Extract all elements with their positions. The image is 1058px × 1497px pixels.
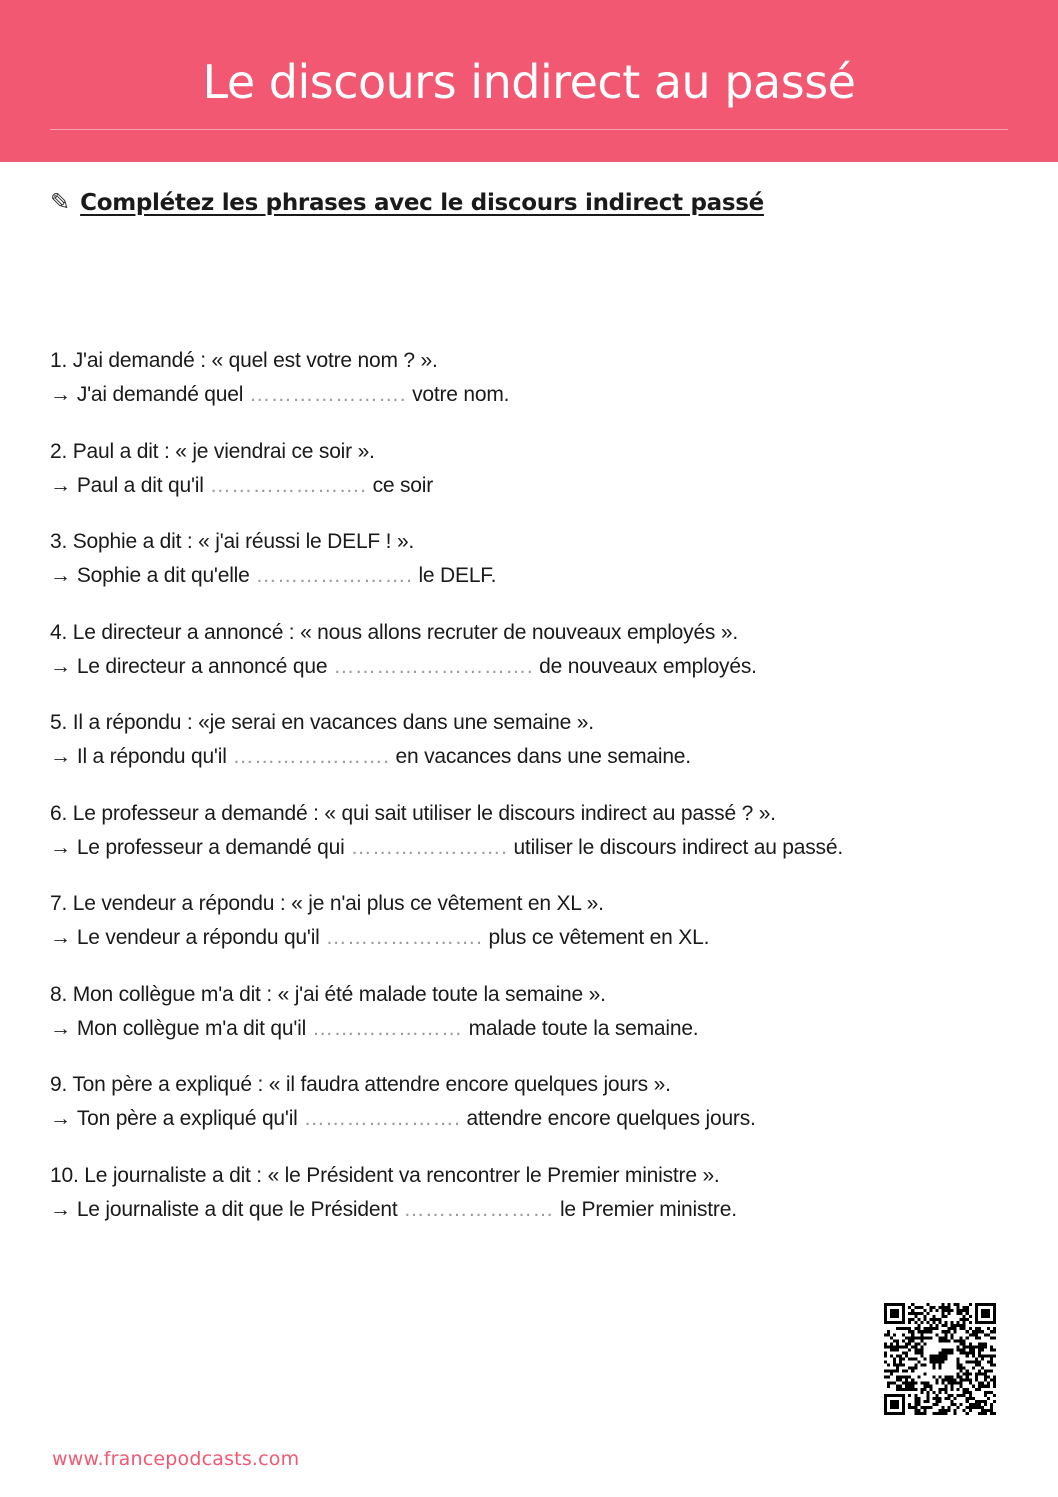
exercise-question: 9. Ton père a expliqué : « il faudra attendre encore quelques jours ». xyxy=(50,1073,671,1096)
arrow-icon: → xyxy=(50,654,71,678)
answer-blank[interactable]: …………………. xyxy=(209,473,367,497)
exercise-answer xyxy=(50,1012,1010,1046)
exercise-question: 8. Mon collègue m'a dit : « j'ai été malade toute la semaine ». xyxy=(50,982,606,1006)
exercise-answer xyxy=(50,1193,1010,1227)
answer-after: de nouveaux employés. xyxy=(539,654,757,678)
arrow-icon: → xyxy=(50,926,71,949)
arrow-icon: → xyxy=(50,564,71,587)
exercise-question: 3. Sophie a dit : « j'ai réussi le DELF ! ». xyxy=(50,530,415,553)
answer-blank[interactable]: ………………………. xyxy=(333,654,534,678)
arrow-icon: → xyxy=(50,1107,71,1130)
exercise-answer xyxy=(50,650,1010,684)
answer-after: ce soir xyxy=(372,473,434,497)
exercise-item xyxy=(50,616,1010,707)
exercise-question: 1. J'ai demandé : « quel est votre nom ? ». xyxy=(50,349,438,372)
answer-after: le Premier ministre. xyxy=(559,1197,737,1221)
exercise-question: 10. Le journaliste a dit : « le Président va rencontrer le Premier ministre ». xyxy=(50,1163,720,1187)
exercise-answer xyxy=(50,740,1010,774)
exercise-question: 5. Il a répondu : «je serai en vacances dans une semaine ». xyxy=(50,711,594,734)
answer-blank[interactable]: …………………. xyxy=(255,564,413,587)
exercise-answer xyxy=(50,1102,1010,1136)
answer-blank[interactable]: …………………. xyxy=(303,1107,461,1130)
answer-before: Le directeur a annoncé que xyxy=(76,654,328,678)
page-title: Le discours indirect au passé xyxy=(202,55,856,109)
answer-after: en vacances dans une semaine. xyxy=(395,745,691,768)
arrow-icon: → xyxy=(50,1197,71,1221)
exercise-answer xyxy=(50,559,1010,593)
instruction xyxy=(50,190,764,216)
answer-blank[interactable]: ………………… xyxy=(403,1197,554,1221)
header-divider xyxy=(50,129,1008,130)
footer-website-link[interactable]: www.francepodcasts.com xyxy=(52,1448,300,1470)
exercise-item xyxy=(50,706,1010,797)
answer-before: Mon collègue m'a dit qu'il xyxy=(76,1016,307,1040)
answer-before: Le journaliste a dit que le Président xyxy=(76,1197,398,1221)
answer-blank[interactable]: ………………… xyxy=(312,1016,463,1040)
exercise-question: 7. Le vendeur a répondu : « je n'ai plus ce vêtement en XL ». xyxy=(50,892,604,915)
answer-blank[interactable]: …………………. xyxy=(232,745,390,768)
answer-after: plus ce vêtement en XL. xyxy=(488,926,710,949)
arrow-icon: → xyxy=(50,473,71,497)
answer-blank[interactable]: …………………. xyxy=(350,835,508,859)
exercise-answer xyxy=(50,831,1010,865)
exercise-item xyxy=(50,435,1010,526)
answer-before: Paul a dit qu'il xyxy=(76,473,204,497)
exercise-item xyxy=(50,797,1010,888)
exercise-question: 2. Paul a dit : « je viendrai ce soir ». xyxy=(50,439,375,463)
qr-code-icon[interactable] xyxy=(884,1303,996,1415)
arrow-icon: → xyxy=(50,383,71,406)
exercise-item xyxy=(50,344,1010,435)
exercise-question: 6. Le professeur a demandé : « qui sait utiliser le discours indirect au passé ? ». xyxy=(50,801,776,825)
exercise-list xyxy=(50,344,1010,1249)
header-banner xyxy=(0,0,1058,162)
arrow-icon: → xyxy=(50,745,71,768)
arrow-icon: → xyxy=(50,1016,71,1040)
answer-before: Le professeur a demandé qui xyxy=(76,835,345,859)
exercise-answer xyxy=(50,378,1010,412)
exercise-item xyxy=(50,525,1010,616)
answer-after: le DELF. xyxy=(418,564,497,587)
answer-blank[interactable]: …………………. xyxy=(325,926,483,949)
pencil-icon: ✎ xyxy=(50,189,71,216)
answer-before: Sophie a dit qu'elle xyxy=(76,564,250,587)
dinosaur-icon xyxy=(926,1342,956,1375)
exercise-item xyxy=(50,978,1010,1069)
exercise-item xyxy=(50,887,1010,978)
instruction-text: Complétez les phrases avec le discours indirect passé xyxy=(80,190,764,216)
answer-after: votre nom. xyxy=(412,383,510,406)
answer-before: J'ai demandé quel xyxy=(76,383,244,406)
exercise-answer xyxy=(50,921,1010,955)
answer-before: Ton père a expliqué qu'il xyxy=(76,1107,298,1130)
answer-after: malade toute la semaine. xyxy=(468,1016,699,1040)
answer-after: utiliser le discours indirect au passé. xyxy=(513,835,843,859)
answer-after: attendre encore quelques jours. xyxy=(466,1107,756,1130)
answer-before: Le vendeur a répondu qu'il xyxy=(76,926,320,949)
exercise-item xyxy=(50,1068,1010,1159)
exercise-answer xyxy=(50,469,1010,503)
arrow-icon: → xyxy=(50,835,71,859)
exercise-question: 4. Le directeur a annoncé : « nous allons recruter de nouveaux employés ». xyxy=(50,620,738,644)
answer-blank[interactable]: …………………. xyxy=(249,383,407,406)
answer-before: Il a répondu qu'il xyxy=(76,745,227,768)
exercise-item xyxy=(50,1159,1010,1250)
